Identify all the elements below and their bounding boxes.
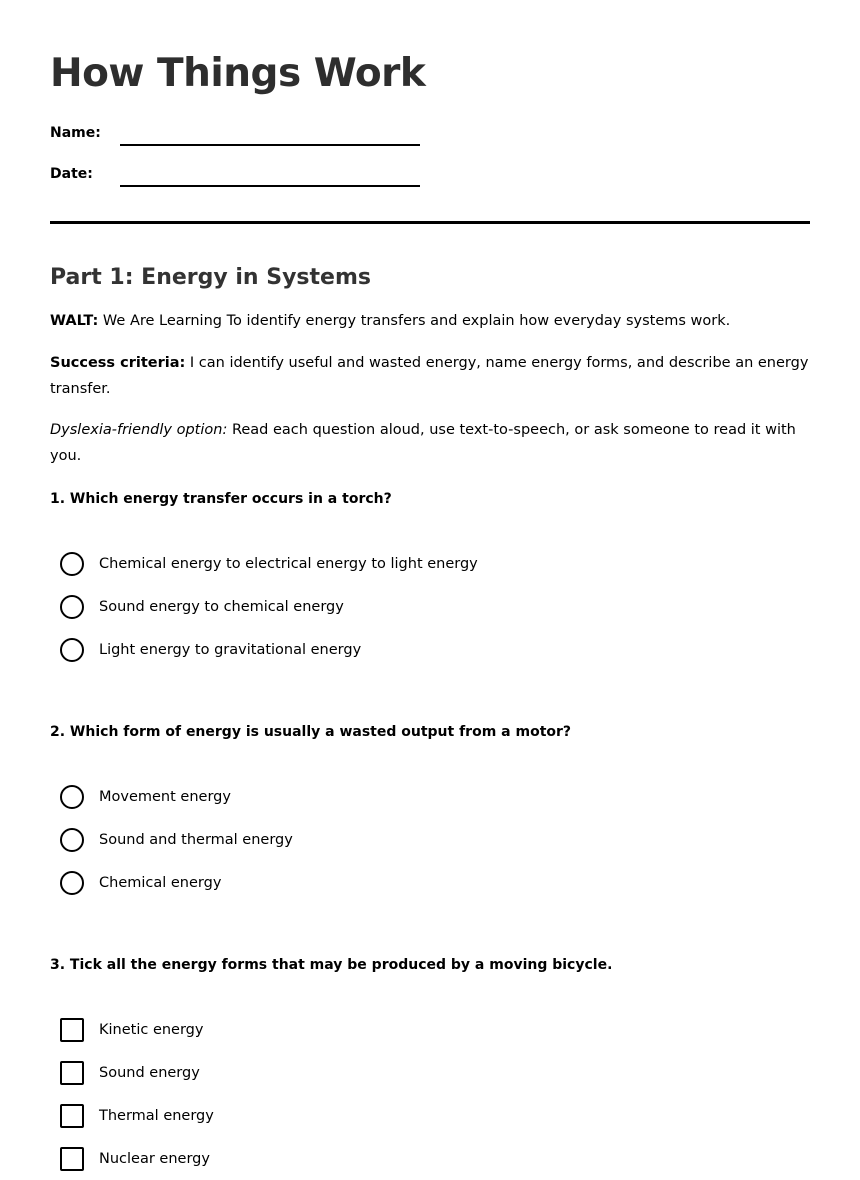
question-1-options [50,542,810,671]
section-heading: Part 1: Energy in Systems [50,265,371,290]
radio-button[interactable] [60,595,84,619]
name-input-line[interactable] [120,129,420,146]
header-divider [50,221,810,224]
question-3-option-c[interactable] [60,1094,810,1137]
date-label: Date: [50,166,93,182]
success-criteria-label: Success criteria: [50,355,186,371]
walt-label: WALT: [50,313,99,329]
checkbox[interactable] [60,1147,84,1171]
checkbox[interactable] [60,1018,84,1042]
question-2-option-c[interactable] [60,861,810,904]
question-3-option-d[interactable] [60,1137,810,1180]
date-input-line[interactable] [120,170,420,187]
question-2: 2. Which form of energy is usually a wasted output from a motor? [50,724,572,740]
radio-button[interactable] [60,638,84,662]
radio-button[interactable] [60,828,84,852]
option-label: Sound and thermal energy [99,831,293,848]
success-criteria-paragraph [50,350,810,402]
option-label: Thermal energy [99,1107,214,1124]
dyslexia-option-paragraph [50,417,810,469]
question-3-option-b[interactable] [60,1051,810,1094]
dyslexia-option-text: Read each question aloud, use text-to-speech, or ask someone to read it with you. [50,422,796,464]
option-label: Sound energy [99,1064,200,1081]
question-1-option-b[interactable] [60,585,810,628]
page-title: How Things Work [50,51,426,96]
walt-paragraph [50,308,810,334]
option-label: Kinetic energy [99,1021,204,1038]
option-label: Movement energy [99,788,231,805]
question-1-option-a[interactable] [60,542,810,585]
option-label: Nuclear energy [99,1150,210,1167]
dyslexia-option-label: Dyslexia-friendly option: [50,422,228,438]
question-3-options [50,1008,810,1180]
name-field-row [50,124,810,142]
option-label: Chemical energy [99,874,222,891]
question-2-options [50,775,810,904]
name-label: Name: [50,125,101,141]
checkbox[interactable] [60,1104,84,1128]
option-label: Sound energy to chemical energy [99,598,344,615]
radio-button[interactable] [60,552,84,576]
radio-button[interactable] [60,785,84,809]
option-label: Light energy to gravitational energy [99,641,362,658]
walt-text: We Are Learning To identify energy transfers and explain how everyday systems work. [98,313,731,329]
question-3: 3. Tick all the energy forms that may be produced by a moving bicycle. [50,957,613,973]
success-criteria-text: I can identify useful and wasted energy, name energy forms, and describe an energy transfer. [50,355,809,397]
checkbox[interactable] [60,1061,84,1085]
question-2-option-a[interactable] [60,775,810,818]
option-label: Chemical energy to electrical energy to light energy [99,555,478,572]
question-3-option-a[interactable] [60,1008,810,1051]
radio-button[interactable] [60,871,84,895]
date-field-row [50,165,810,183]
question-2-option-b[interactable] [60,818,810,861]
question-1: 1. Which energy transfer occurs in a torch? [50,491,392,507]
question-1-option-c[interactable] [60,628,810,671]
